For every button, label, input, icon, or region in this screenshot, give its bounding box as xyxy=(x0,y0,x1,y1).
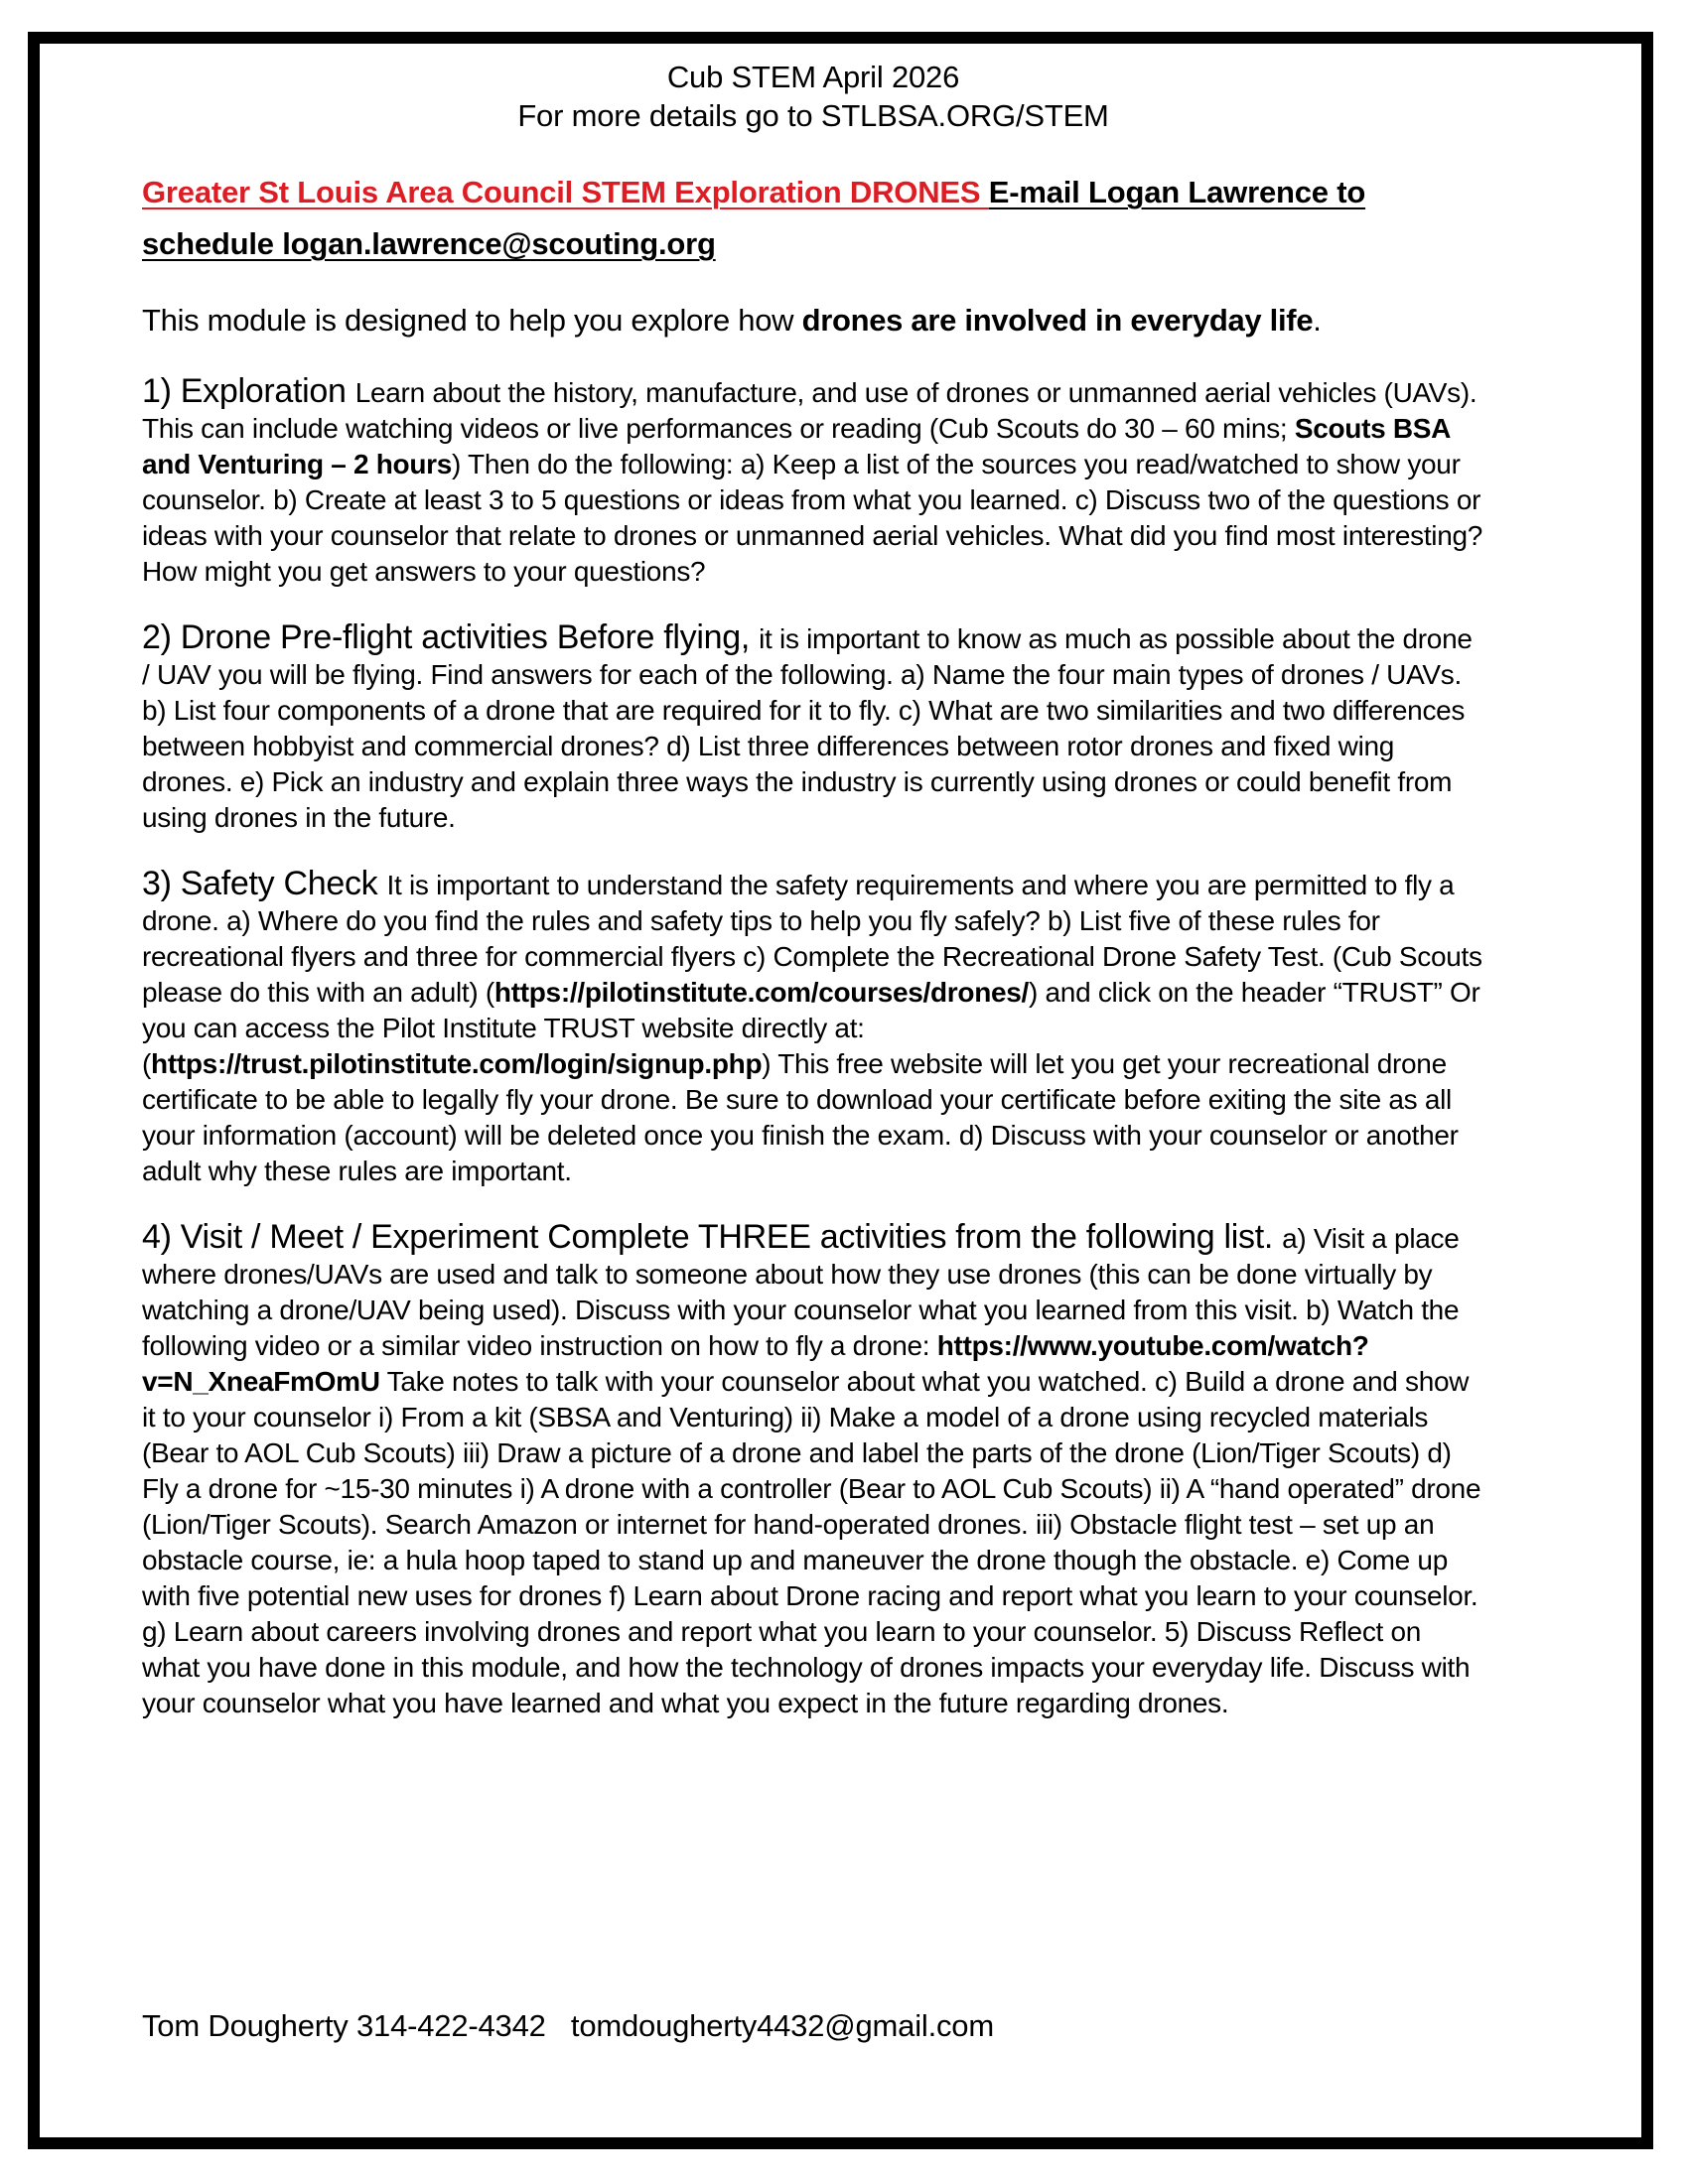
section-pre-flight-activities xyxy=(142,617,1484,836)
text-run: drones are involved in everyday life xyxy=(801,303,1314,338)
text-run: This module is designed to help you explore how xyxy=(142,303,802,338)
text-run: 2) Drone Pre-flight activities Before flying, xyxy=(142,618,760,656)
header-line-2: For more details go to STLBSA.ORG/STEM xyxy=(517,98,1109,133)
section-safety-check xyxy=(142,864,1484,1189)
document-content xyxy=(142,58,1484,1749)
document-header xyxy=(142,58,1484,135)
section-exploration xyxy=(142,371,1484,590)
text-run: . xyxy=(1313,303,1322,338)
text-run: it is important to know as much as possible about the drone / UAV you will be flying. Find answers for each of the following. a) Name the four main types of drones / UAVs. b) List four components of a drone that are required for it to fly. c) What are two similarities and two differences between hobbyist and commercial drones? d) List three differences between rotor drones and fixed wing drones. e) Pick an industry and explain three ways the industry is currently using drones or could benefit from using drones in the future. xyxy=(142,623,1473,833)
text-run: 1) Exploration xyxy=(142,372,355,410)
text-run: Take notes to talk with your counselor about what you watched. c) Build a drone and show it to your counselor i) From a kit (SBSA and Venturing) ii) Make a model of a drone using recycled materials (Bear to AOL Cub Scouts) iii) Draw a picture of a drone and label the parts of the drone (Lion/Tiger Scouts) d) Fly a drone for ~15-30 minutes i) A drone with a controller (Bear to AOL Cub Scouts) ii) A “hand operated” drone (Lion/Tiger Scouts). Search Amazon or internet for hand-operated drones. iii) Obstacle flight test – set up an obstacle course, ie: a hula hoop taped to stand up and maneuver the drone though the obstacle. e) Come up with five potential new uses for drones f) Learn about Drone racing and report what you learn to your counselor. g) Learn about careers involving drones and report what you learn to your counselor. 5) Discuss Reflect on what you have done in this module, and how the technology of drones impacts your everyday life. Discuss with your counselor what you have learned and what you expect in the future regarding drones. xyxy=(142,1366,1481,1718)
text-run: ) This free website will let you get your recreational drone certificate to be able to legally fly your drone. Be sure to download your certificate before exiting the site as all your information (account) will be deleted once you finish the exam. d) Discuss with your counselor or another adult why these rules are important. xyxy=(142,1048,1459,1186)
footer-contact: Tom Dougherty 314-422-4342 tomdougherty4432@gmail.com xyxy=(142,2008,994,2043)
header-line-1: Cub STEM April 2026 xyxy=(666,60,960,94)
text-run: 4) Visit / Meet / Experiment Complete THREE activities from the following list. xyxy=(142,1218,1283,1256)
text-run: ) Then do the following: a) Keep a list of the sources you read/watched to show your counselor. b) Create at least 3 to 5 questions or ideas from what you learned. c) Discuss two of the questions or ideas with your counselor that relate to drones or unmanned aerial vehicles. What did you find most interesting? How might you get answers to your questions? xyxy=(142,449,1483,587)
document-title xyxy=(142,167,1484,270)
text-run: https://www.youtube.com/watch?v=N_XneaFmOmU xyxy=(142,1330,1369,1397)
text-run: https://trust.pilotinstitute.com/login/signup.php xyxy=(151,1048,763,1079)
text-run: Scouts BSA and Venturing – 2 hours xyxy=(142,413,1451,479)
text-run: a) Visit a place where drones/UAVs are used and talk to someone about how they use drones (this can be done virtually by watching a drone/UAV being used). Discuss with your counselor what you learned from this visit. b) Watch the following video or a similar video instruction on how to fly a drone: xyxy=(142,1223,1460,1361)
text-run: 3) Safety Check xyxy=(142,865,387,902)
text-run: ) and click on the header “TRUST” Or you can access the Pilot Institute TRUST website directly at: ( xyxy=(142,977,1480,1079)
intro-paragraph xyxy=(142,301,1484,341)
text-run: E-mail Logan Lawrence to schedule logan.lawrence@scouting.org xyxy=(142,175,1366,261)
section-visit-meet-experiment xyxy=(142,1217,1484,1721)
text-run: It is important to understand the safety requirements and where you are permitted to fly a drone. a) Where do you find the rules and safety tips to help you fly safely? b) List five of these rules for recreational flyers and three for commercial flyers c) Complete the Recreational Drone Safety Test. (Cub Scouts please do this with an adult) ( xyxy=(142,870,1482,1008)
text-run: https://pilotinstitute.com/courses/drones/ xyxy=(493,977,1030,1008)
text-run: Greater St Louis Area Council STEM Exploration DRONES xyxy=(142,175,989,209)
text-run: Learn about the history, manufacture, and use of drones or unmanned aerial vehicles (UAVs). This can include watching videos or live performances or reading (Cub Scouts do 30 – 60 mins; xyxy=(142,377,1477,444)
